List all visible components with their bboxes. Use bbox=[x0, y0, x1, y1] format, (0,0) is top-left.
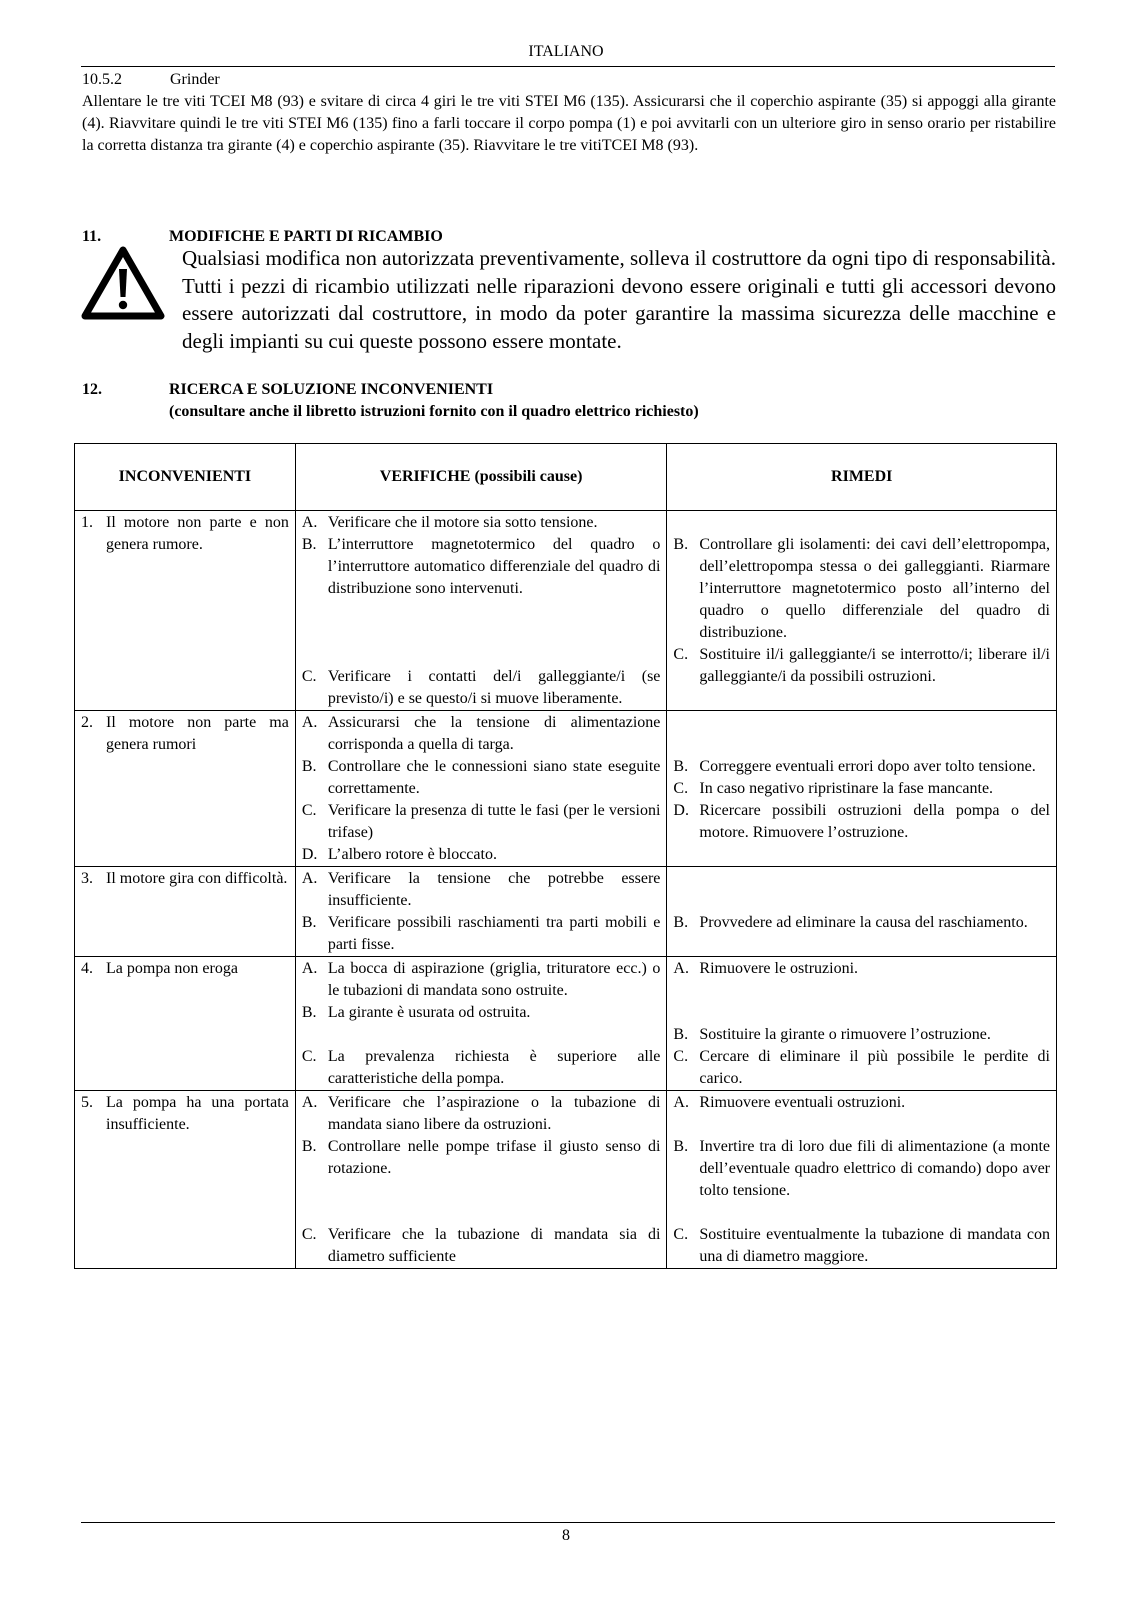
section-11-title: MODIFICHE E PARTI DI RICAMBIO bbox=[169, 228, 443, 245]
remedy-text: Ricercare possibili ostruzioni della pompa o del motore. Rimuovere l’ostruzione. bbox=[699, 802, 1050, 841]
problem-text: La pompa ha una portata insufficiente. bbox=[106, 1094, 289, 1133]
problem-number: 1. bbox=[81, 514, 93, 531]
section-10-5-2 bbox=[82, 69, 1056, 157]
check-letter: B. bbox=[301, 1138, 317, 1155]
check-letter: B. bbox=[301, 536, 317, 553]
check-text: Verificare possibili raschiamenti tra parti mobili e parti fisse. bbox=[327, 914, 661, 953]
check-letter: A. bbox=[301, 960, 318, 977]
section-12-heading bbox=[82, 379, 699, 423]
check-text: Verificare la presenza di tutte le fasi (per le versioni trifase) bbox=[327, 802, 661, 841]
checks-cell bbox=[295, 511, 667, 711]
remedy-letter: C. bbox=[673, 646, 689, 663]
remedy-text: Sostituire eventualmente la tubazione di mandata con una di diametro maggiore. bbox=[699, 1226, 1050, 1265]
troubleshooting-table bbox=[74, 443, 1057, 1269]
remedy-letter: A. bbox=[673, 1094, 689, 1111]
check-text: Verificare i contatti del/i galleggiante/i (se previsto/i) e se questo/i si muove liberamente. bbox=[327, 668, 661, 707]
remedy-text: Invertire tra di loro due fili di alimentazione (a monte dell’eventuale quadro elettrico di comando) dopo aver tolto tensione. bbox=[699, 1138, 1050, 1199]
problem-text: La pompa non eroga bbox=[106, 960, 238, 977]
check-text: Assicurarsi che la tensione di alimentazione corrisponda a quella di targa. bbox=[327, 714, 661, 753]
checks-cell bbox=[295, 957, 667, 1091]
remedy-letter: C. bbox=[673, 1226, 689, 1243]
section-12-title: RICERCA E SOLUZIONE INCONVENIENTI bbox=[169, 381, 494, 398]
page-header-language: ITALIANO bbox=[528, 43, 604, 60]
remedy-text: Sostituire il/i galleggiante/i se interrotto/i; liberare il/i galleggiante/i da possibili ostruzioni. bbox=[699, 646, 1050, 685]
check-letter: C. bbox=[301, 1226, 317, 1243]
check-letter: A. bbox=[301, 514, 318, 531]
table-row bbox=[75, 957, 1057, 1091]
section-11-number: 11. bbox=[82, 228, 102, 245]
remedies-cell bbox=[667, 711, 1057, 867]
footer-divider bbox=[81, 1522, 1055, 1523]
problem-number: 2. bbox=[81, 714, 93, 731]
checks-cell bbox=[295, 867, 667, 957]
remedy-letter: B. bbox=[673, 536, 689, 553]
remedy-text: Cercare di eliminare il più possibile le perdite di carico. bbox=[699, 1048, 1050, 1087]
check-letter: A. bbox=[301, 714, 318, 731]
remedies-cell bbox=[667, 957, 1057, 1091]
remedy-letter: A. bbox=[673, 960, 689, 977]
section-10-5-2-text: Allentare le tre viti TCEI M8 (93) e svitare di circa 4 giri le tre viti STEI M6 (135). Assicurarsi che il coperchio aspirante (35) si appoggi alla girante (4). Riavvitare quindi le tre viti STEI M6 (135) fino a farli toccare il corpo pompa (1) e poi avvitarli con un ulteriore giro in senso orario per ristabilire la corretta distanza tra girante (4) e coperchio aspirante (35). Riavvitare le tre vitiTCEI M8 (93). bbox=[82, 93, 1056, 154]
check-letter: A. bbox=[301, 1094, 318, 1111]
table-row bbox=[75, 511, 1057, 711]
check-text: L’interruttore magnetotermico del quadro o l’interruttore automatico differenziale del quadro di distribuzione sono intervenuti. bbox=[327, 536, 661, 597]
section-10-5-2-title: Grinder bbox=[170, 71, 220, 88]
check-text: La prevalenza richiesta è superiore alle caratteristiche della pompa. bbox=[327, 1048, 661, 1087]
problem-cell bbox=[75, 1091, 296, 1269]
remedies-cell bbox=[667, 867, 1057, 957]
problem-cell bbox=[75, 867, 296, 957]
check-letter: C. bbox=[301, 802, 317, 819]
remedies-cell bbox=[667, 1091, 1057, 1269]
check-letter: B. bbox=[301, 758, 317, 775]
warning-triangle-icon bbox=[81, 245, 165, 321]
remedy-text: Rimuovere le ostruzioni. bbox=[699, 960, 859, 977]
section-12-subtitle: (consultare anche il libretto istruzioni fornito con il quadro elettrico richiesto) bbox=[169, 403, 699, 420]
checks-cell bbox=[295, 711, 667, 867]
remedy-letter: C. bbox=[673, 780, 689, 797]
problem-number: 3. bbox=[81, 870, 93, 887]
check-letter: D. bbox=[301, 846, 318, 863]
section-10-5-2-heading bbox=[82, 69, 1056, 91]
remedy-letter: B. bbox=[673, 914, 689, 931]
check-text: Controllare nelle pompe trifase il giusto senso di rotazione. bbox=[327, 1138, 661, 1177]
section-11-heading bbox=[82, 228, 443, 246]
problem-cell bbox=[75, 511, 296, 711]
remedy-letter: B. bbox=[673, 758, 689, 775]
problem-text: Il motore gira con difficoltà. bbox=[106, 870, 288, 887]
table-row bbox=[75, 711, 1057, 867]
page-number: 8 bbox=[562, 1527, 570, 1544]
remedy-text: Correggere eventuali errori dopo aver tolto tensione. bbox=[699, 758, 1036, 775]
column-header-verifiche: VERIFICHE (possibili cause) bbox=[295, 444, 667, 511]
remedy-letter: B. bbox=[673, 1026, 689, 1043]
remedy-letter: B. bbox=[673, 1138, 689, 1155]
remedies-cell bbox=[667, 511, 1057, 711]
check-text: Verificare che l’aspirazione o la tubazione di mandata siano libere da ostruzioni. bbox=[327, 1094, 661, 1133]
column-header-inconvenienti: INCONVENIENTI bbox=[75, 444, 296, 511]
section-11-text: Qualsiasi modifica non autorizzata preventivamente, solleva il costruttore da ogni tipo di responsabilità. Tutti i pezzi di ricambio utilizzati nelle riparazioni devono essere originali e tutti gli accessori devono essere autorizzati dal costruttore, in modo da poter garantire la massima sicurezza delle macchine e degli impianti su cui queste possono essere montate. bbox=[182, 246, 1056, 353]
table-row bbox=[75, 1091, 1057, 1269]
problem-text: Il motore non parte e non genera rumore. bbox=[106, 514, 289, 553]
check-letter: C. bbox=[301, 668, 317, 685]
table-row bbox=[75, 867, 1057, 957]
problem-text: Il motore non parte ma genera rumori bbox=[106, 714, 289, 753]
check-text: Verificare che la tubazione di mandata sia di diametro sufficiente bbox=[327, 1226, 661, 1265]
header-divider bbox=[81, 66, 1055, 67]
check-letter: B. bbox=[301, 1004, 317, 1021]
remedy-text: Sostituire la girante o rimuovere l’ostruzione. bbox=[699, 1026, 991, 1043]
column-header-rimedi: RIMEDI bbox=[667, 444, 1057, 511]
section-10-5-2-number: 10.5.2 bbox=[82, 71, 122, 88]
problem-cell bbox=[75, 957, 296, 1091]
check-text: L’albero rotore è bloccato. bbox=[327, 846, 497, 863]
remedy-text: In caso negativo ripristinare la fase mancante. bbox=[699, 780, 994, 797]
remedy-text: Controllare gli isolamenti: dei cavi dell’elettropompa, dell’elettropompa stessa o dei galleggianti. Riarmare l’interruttore magnetotermico posto all’interno del quadro o quello differenziale del quadro di distribuzione. bbox=[699, 536, 1050, 641]
problem-cell bbox=[75, 711, 296, 867]
check-text: La bocca di aspirazione (griglia, trituratore ecc.) o le tubazioni di mandata sono ostruite. bbox=[327, 960, 661, 999]
check-letter: C. bbox=[301, 1048, 317, 1065]
check-text: Verificare la tensione che potrebbe essere insufficiente. bbox=[327, 870, 661, 909]
remedy-text: Provvedere ad eliminare la causa del raschiamento. bbox=[699, 914, 1028, 931]
problem-number: 4. bbox=[81, 960, 93, 977]
table-header-row bbox=[75, 444, 1057, 511]
check-letter: A. bbox=[301, 870, 318, 887]
checks-cell bbox=[295, 1091, 667, 1269]
problem-number: 5. bbox=[81, 1094, 93, 1111]
remedy-letter: D. bbox=[673, 802, 689, 819]
section-12-number: 12. bbox=[82, 381, 102, 398]
check-letter: B. bbox=[301, 914, 317, 931]
remedy-letter: C. bbox=[673, 1048, 689, 1065]
check-text: Controllare che le connessioni siano state eseguite correttamente. bbox=[327, 758, 661, 797]
remedy-text: Rimuovere eventuali ostruzioni. bbox=[699, 1094, 906, 1111]
check-text: Verificare che il motore sia sotto tensione. bbox=[327, 514, 598, 531]
check-text: La girante è usurata od ostruita. bbox=[327, 1004, 531, 1021]
